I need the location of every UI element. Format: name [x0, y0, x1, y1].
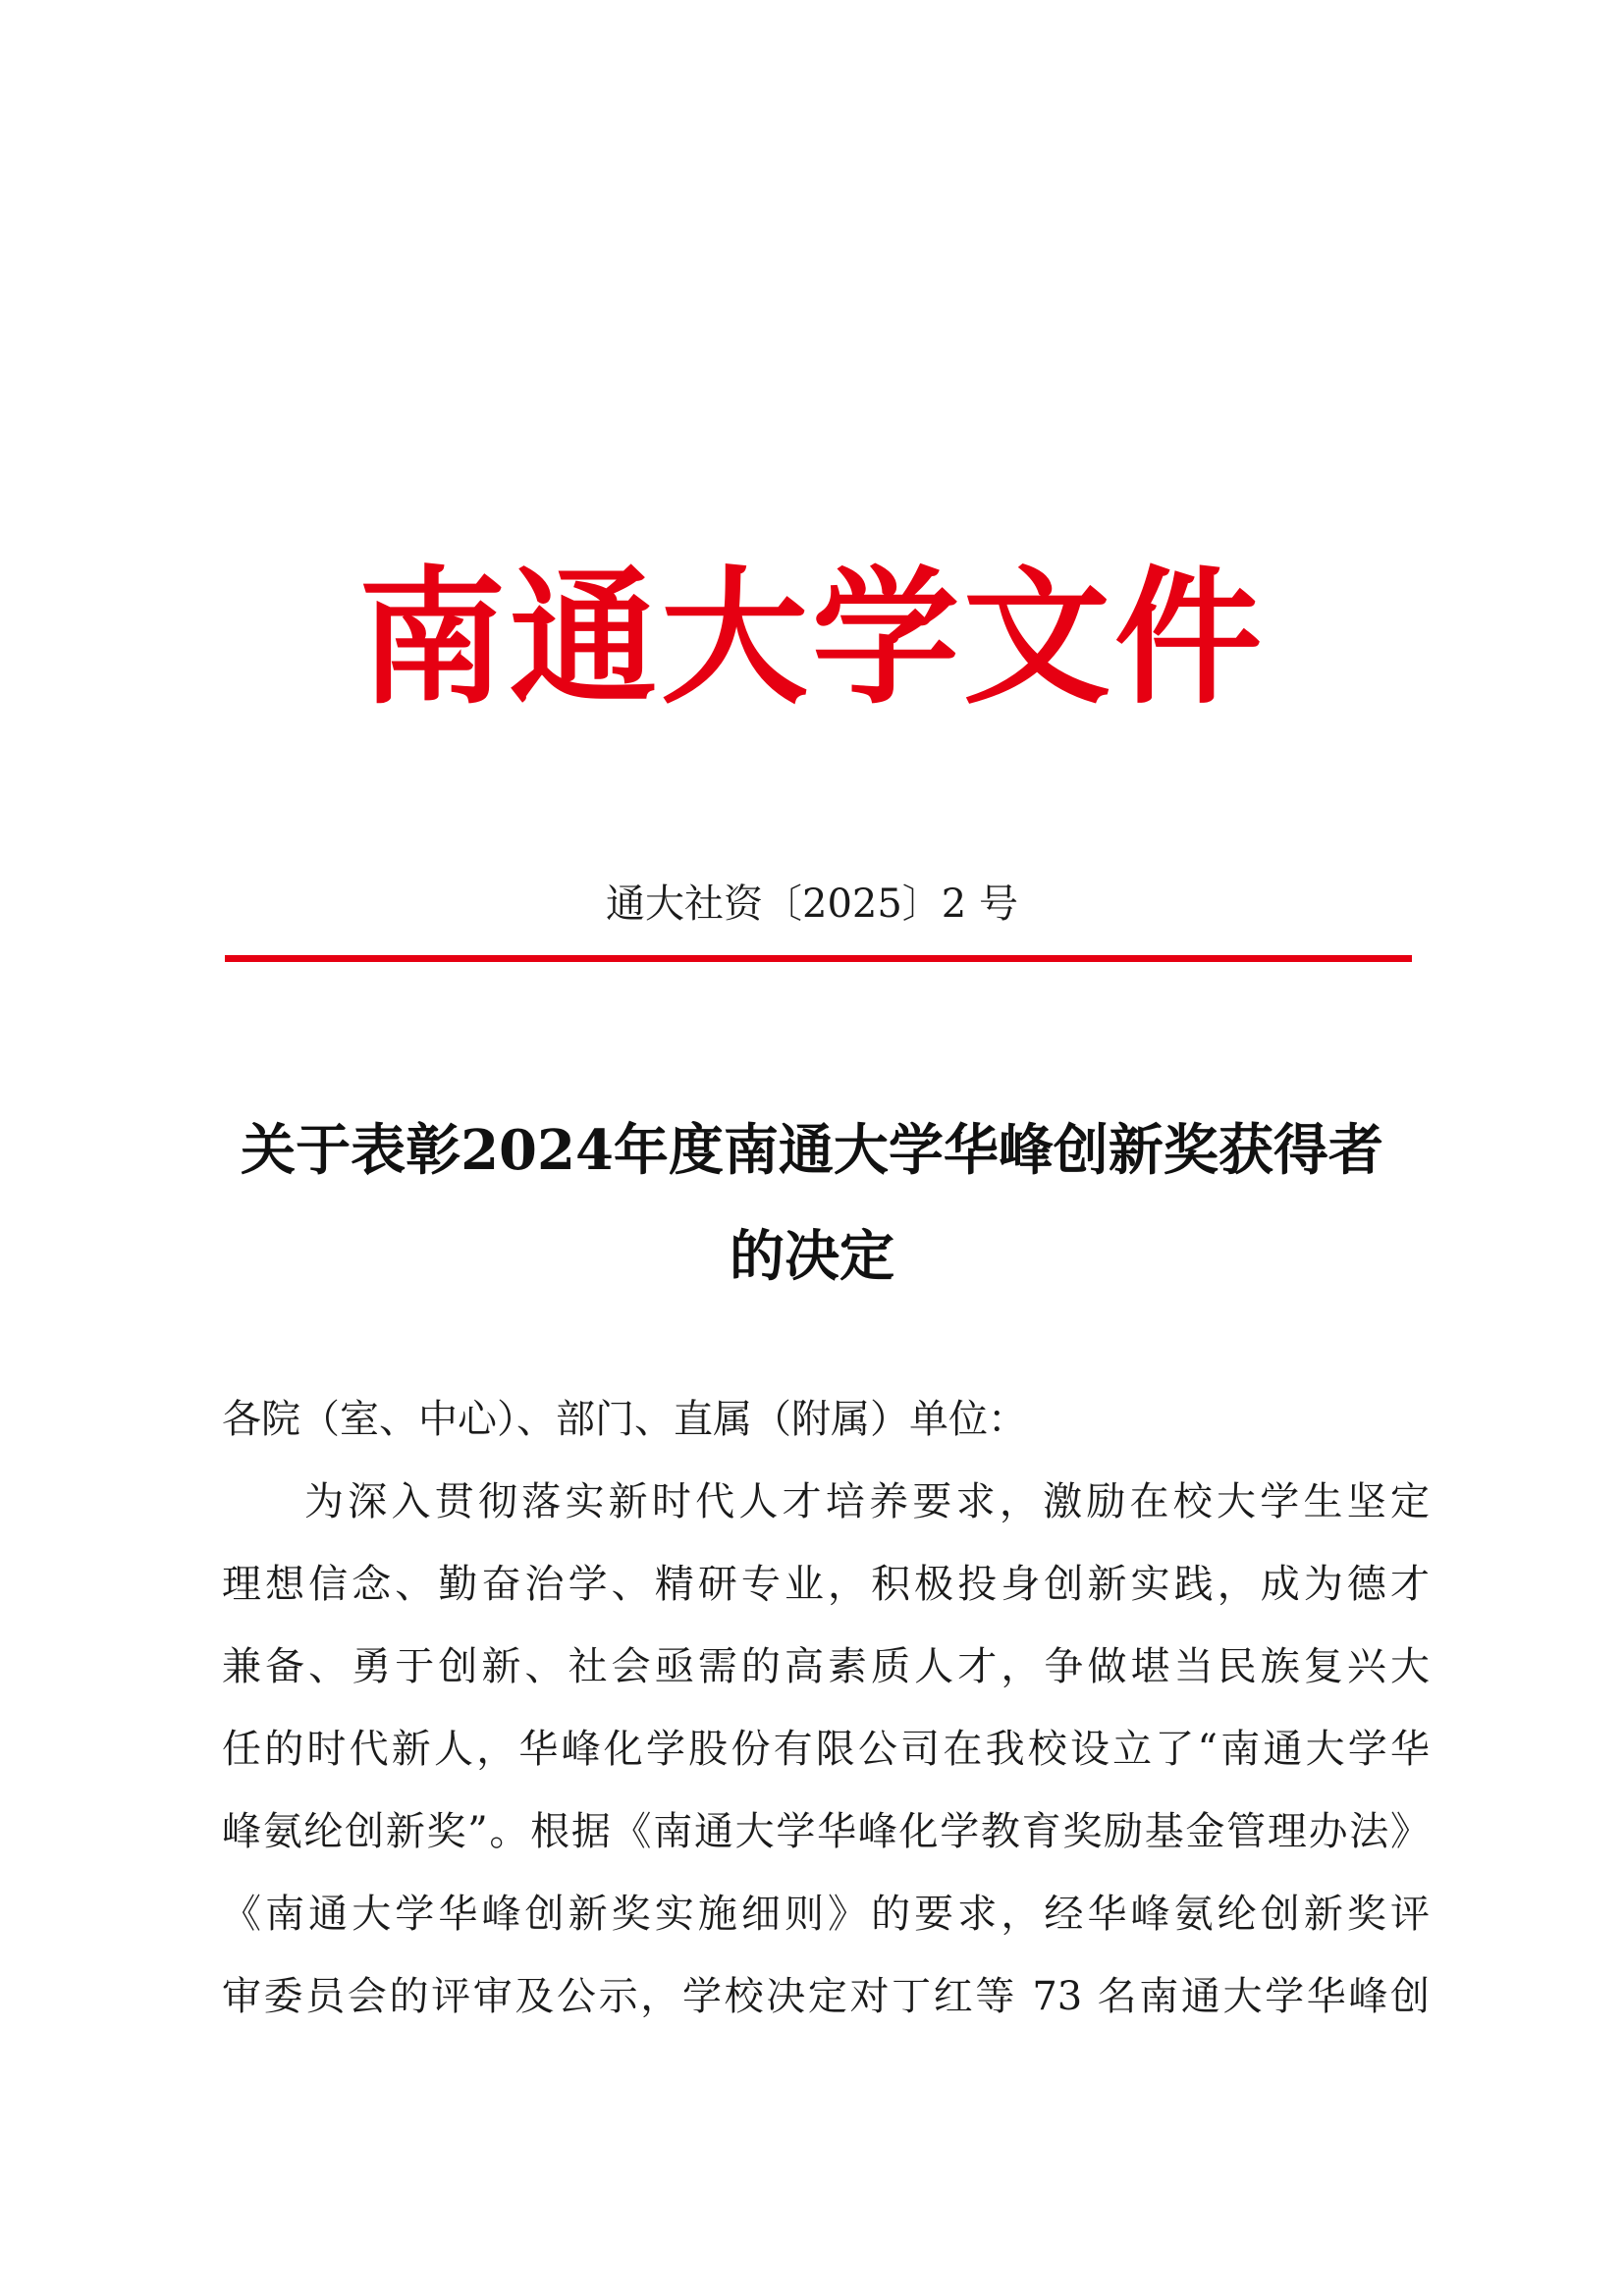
masthead-title: 南通大学文件 [357, 552, 1266, 724]
body-line: 《南通大学华峰创新奖实施细则》的要求，经华峰氨纶创新奖评 [222, 1892, 1430, 1937]
body-line: 为深入贯彻落实新时代人才培养要求，激励在校大学生坚定 [304, 1479, 1430, 1524]
body-paragraph [222, 1472, 1430, 2050]
body-line: 兼备、勇于创新、社会亟需的高素质人才，争做堪当民族复兴大 [222, 1644, 1430, 1689]
body-line: 任的时代新人，华峰化学股份有限公司在我校设立了“南通大学华 [222, 1727, 1430, 1772]
body-line: 审委员会的评审及公示，学校决定对丁红等 73 名南通大学华峰创 [222, 1974, 1430, 2019]
red-divider-rule [225, 955, 1412, 962]
body-line: 峰氨纶创新奖”。根据《南通大学华峰化学教育奖励基金管理办法》 [222, 1809, 1430, 1854]
document-title-line-1: 关于表彰2024年度南通大学华峰创新奖获得者 [241, 1118, 1383, 1183]
document-title-line-2: 的决定 [730, 1224, 894, 1289]
document-number: 通大社资〔2025〕2 号 [606, 881, 1018, 927]
document-title [206, 1097, 1418, 1309]
salutation: 各院（室、中心）、部门、直属（附属）单位： [222, 1397, 1027, 1442]
body-line: 理想信念、勤奋治学、精研专业，积极投身创新实践，成为德才 [222, 1562, 1430, 1607]
